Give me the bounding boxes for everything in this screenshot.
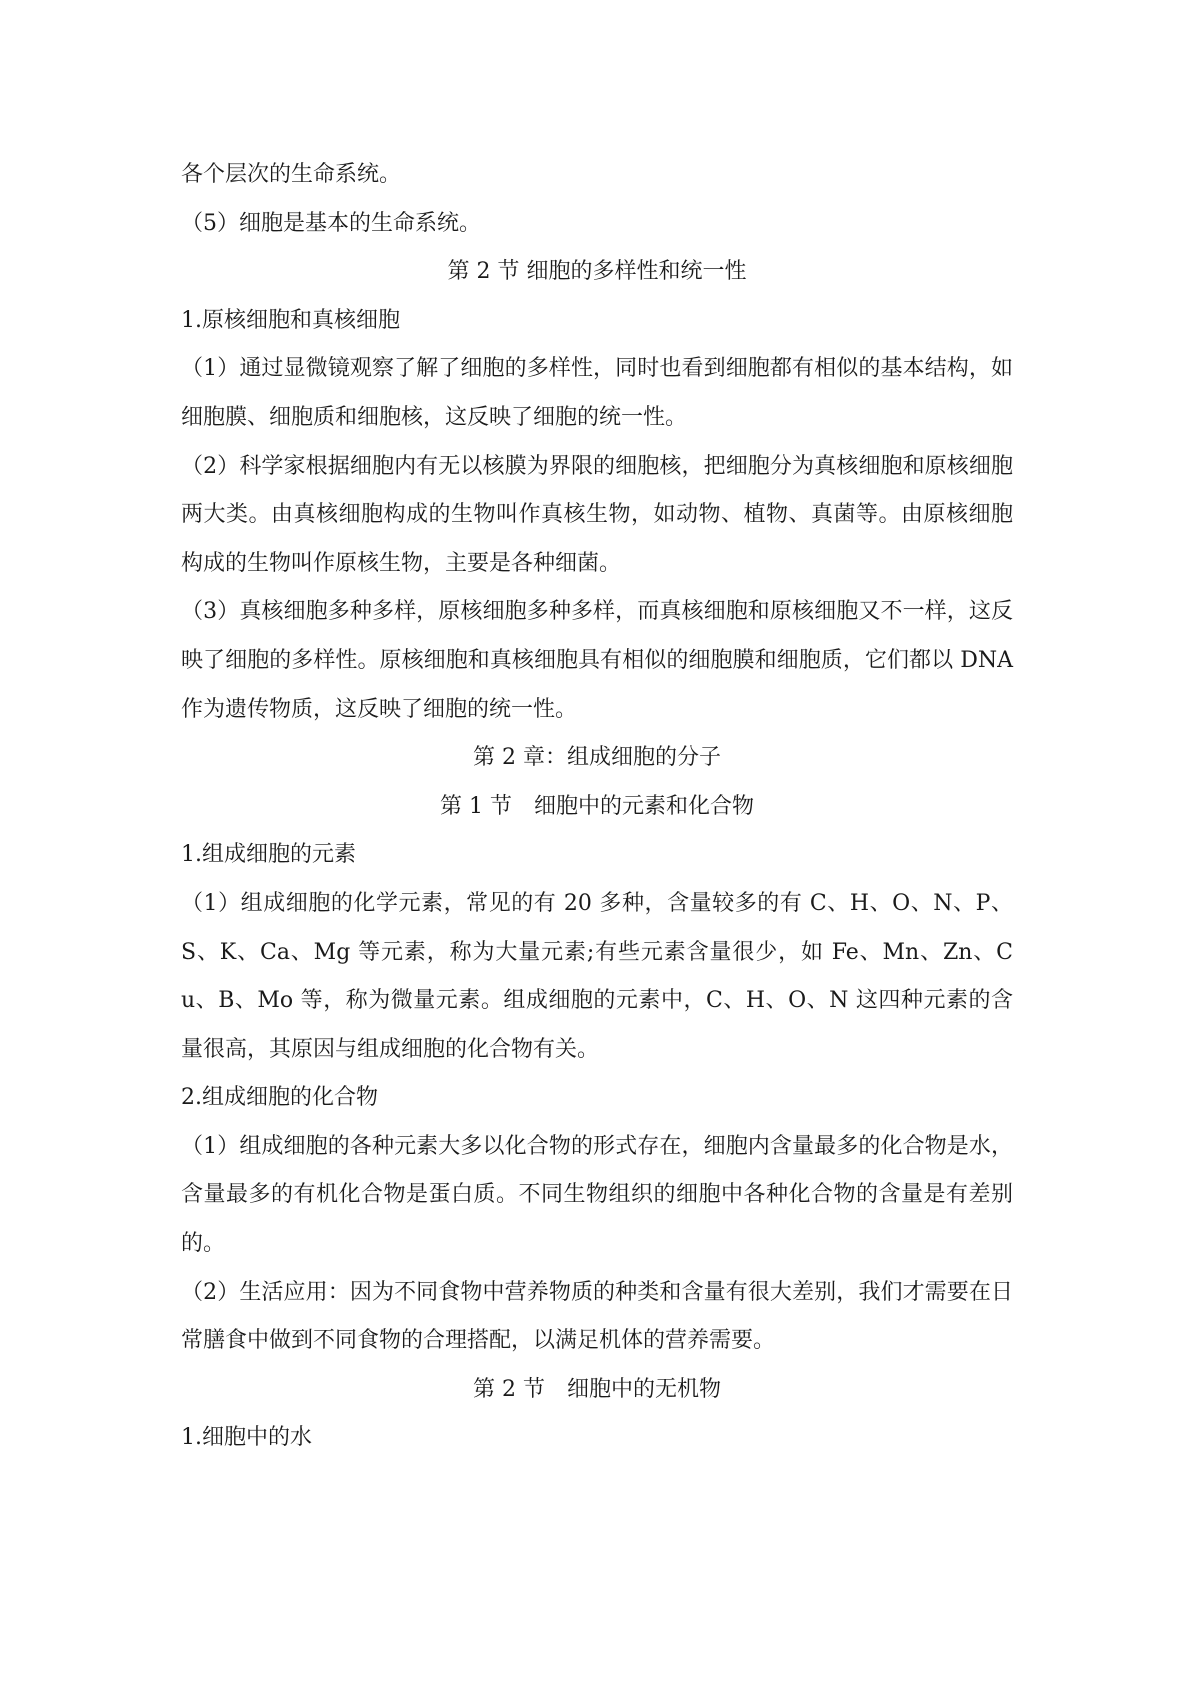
subsection-title: 1.组成细胞的元素 [181, 842, 356, 868]
subsection-title: 1.原核细胞和真核细胞 [181, 307, 400, 333]
section-heading: 第 1 节 细胞中的元素和化合物 [440, 793, 754, 819]
chapter-heading: 第 2 章：组成细胞的分子 [473, 745, 721, 771]
list-item-1: （1）组成细胞的化学元素，常见的有 20 多种，含量较多的有 C、H、O、N、P、S、K、Ca、Mg 等元素，称为大量元素;有些元素含量很少，如 Fe、Mn、Zn、Cu、B、Mo 等，称为微量元素。组成细胞的元素中，C、H、O、N 这四种元素的含量很高，其原因与组成细胞的化合物有关。 [181, 890, 1013, 1062]
list-item-5: （5）细胞是基本的生命系统。 [181, 210, 481, 236]
list-item-2: （2）生活应用：因为不同食物中营养物质的种类和含量有很大差别，我们才需要在日常膳食中做到不同食物的合理搭配，以满足机体的营养需要。 [181, 1279, 1013, 1354]
list-item-1: （1）通过显微镜观察了解了细胞的多样性，同时也看到细胞都有相似的基本结构，如细胞膜、细胞质和细胞核，这反映了细胞的统一性。 [181, 356, 1013, 430]
list-item-2: （2）科学家根据细胞内有无以核膜为界限的细胞核，把细胞分为真核细胞和原核细胞两大类。由真核细胞构成的生物叫作真核生物，如动物、植物、真菌等。由原核细胞构成的生物叫作原核生物，主要是各种细菌。 [181, 453, 1013, 576]
subsection-title: 1.细胞中的水 [181, 1425, 312, 1451]
section-heading: 第 2 节 细胞的多样性和统一性 [447, 259, 747, 285]
subsection-title: 2.组成细胞的化合物 [181, 1085, 378, 1111]
list-item-3: （3）真核细胞多种多样，原核细胞多种多样，而真核细胞和原核细胞又不一样，这反映了细胞的多样性。原核细胞和真核细胞具有相似的细胞膜和细胞质，它们都以 DNA 作为遗传物质，这反映了细胞的统一性。 [181, 599, 1013, 722]
section-heading: 第 2 节 细胞中的无机物 [473, 1376, 721, 1402]
paragraph-continuation: 各个层次的生命系统。 [181, 162, 402, 187]
document-body [181, 151, 1013, 1463]
list-item-1: （1）组成细胞的各种元素大多以化合物的形式存在，细胞内含量最多的化合物是水，含量最多的有机化合物是蛋白质。不同生物组织的细胞中各种化合物的含量是有差别的。 [181, 1133, 1013, 1257]
